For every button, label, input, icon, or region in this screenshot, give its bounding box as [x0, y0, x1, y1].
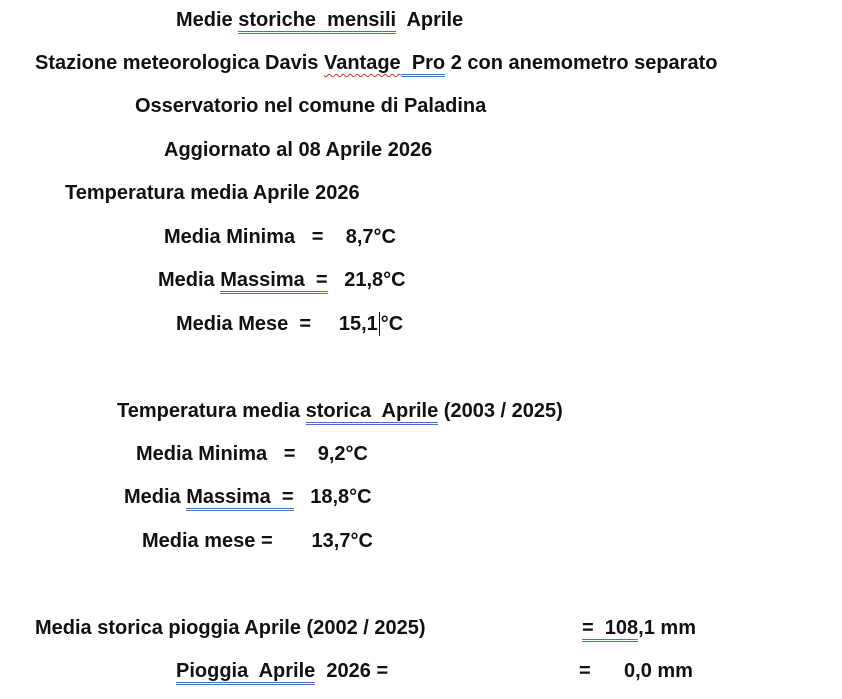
historical-heading-b: storica Aprile — [306, 400, 439, 425]
historical-max-value: 18,8°C — [293, 486, 372, 508]
station-text-a: Stazione meteorologica Davis — [35, 52, 324, 74]
current-month-text-b: °C — [380, 313, 404, 335]
historical-heading — [117, 399, 563, 423]
station-line — [35, 51, 717, 75]
title-text-b: storiche mensili — [238, 9, 396, 34]
historical-heading-a: Temperatura media — [117, 400, 306, 422]
rain-current-label — [176, 659, 388, 683]
current-max-value: 21,8°C — [327, 269, 406, 291]
historical-max-label-b: Massima = — [186, 486, 293, 511]
current-max-label-b: Massima = — [220, 269, 327, 294]
rain-historical-value-a: = 108 — [582, 617, 638, 642]
historical-max-label-a: Media — [124, 486, 187, 508]
rain-current-label-a: Pioggia Aprile — [176, 660, 315, 685]
updated-line: Aggiornato al 08 Aprile 2026 — [164, 139, 433, 161]
historical-min: Media Minima = 9,2°C — [136, 443, 368, 465]
historical-heading-c: (2003 / 2025) — [438, 400, 563, 422]
station-text-e: 2 con anemometro separato — [445, 52, 718, 74]
station-text-c — [401, 52, 412, 77]
historical-month: Media mese = 13,7°C — [142, 530, 373, 552]
current-max — [158, 268, 406, 292]
historical-max — [124, 485, 372, 509]
rain-current-label-b: 2026 = — [315, 660, 389, 682]
current-heading: Temperatura media Aprile 2026 — [65, 182, 360, 204]
rain-historical-label: Media storica pioggia Aprile (2002 / 2025) — [35, 617, 426, 639]
rain-historical-value-b: ,1 mm — [638, 617, 696, 639]
text-cursor — [379, 312, 380, 336]
observatory-line: Osservatorio nel comune di Paladina — [135, 95, 487, 117]
rain-historical-value — [582, 616, 696, 640]
rain-current-value: = 0,0 mm — [579, 660, 693, 682]
current-max-label-a: Media — [158, 269, 221, 291]
station-text-d: Pro — [412, 52, 445, 77]
current-min: Media Minima = 8,7°C — [164, 226, 396, 248]
title-text-c: Aprile — [396, 9, 464, 31]
current-month-text-a: Media Mese = 15,1 — [176, 313, 378, 335]
station-text-b: Vantage — [323, 52, 401, 74]
title-text-a: Medie — [176, 9, 239, 31]
current-month — [176, 312, 403, 336]
title-line — [176, 8, 463, 32]
